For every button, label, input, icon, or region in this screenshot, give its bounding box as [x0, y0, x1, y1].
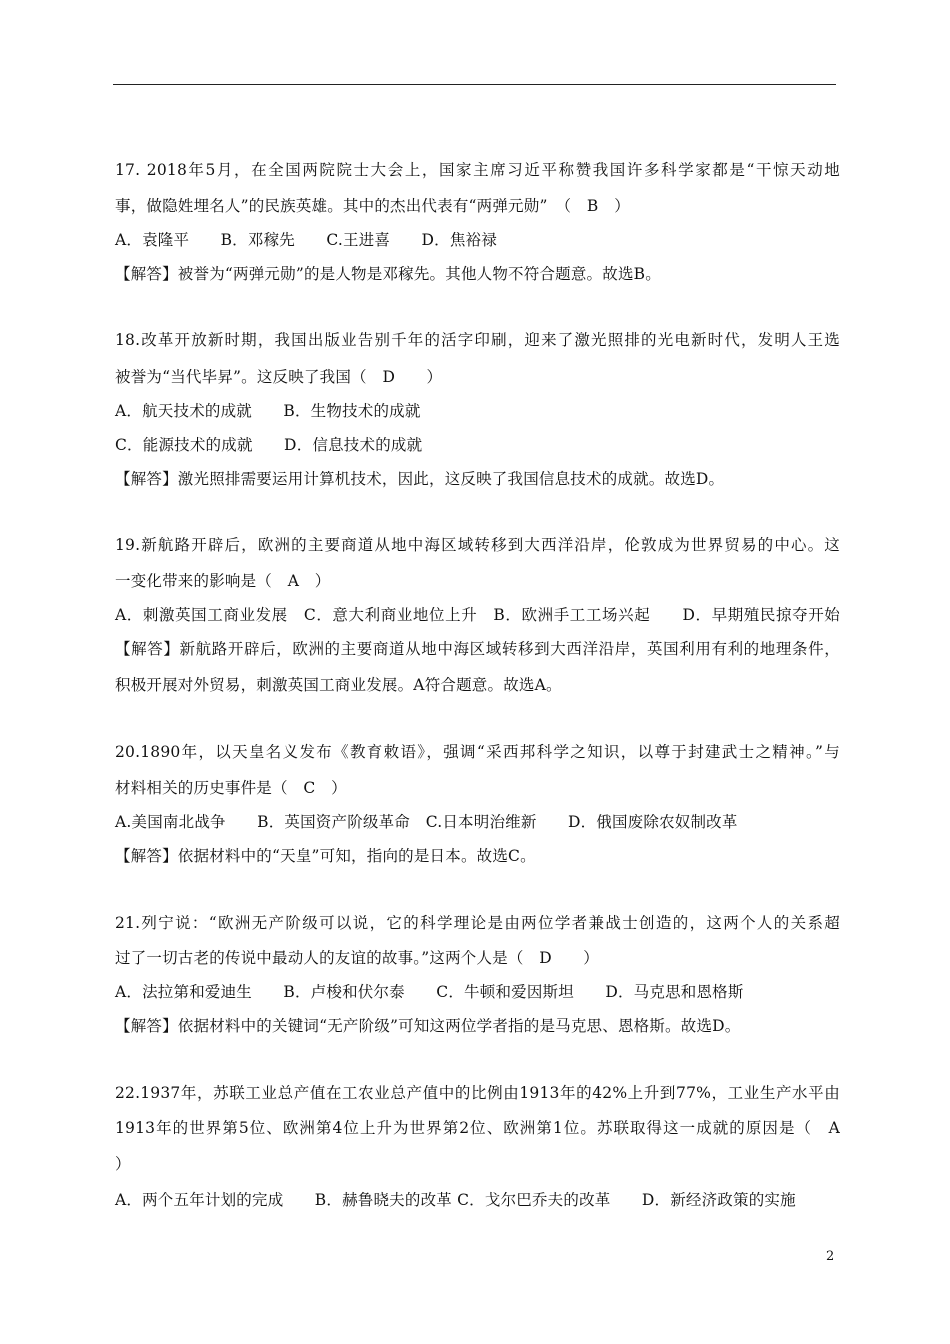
question-19-stem-line-1: 19.新航路开辟后，欧洲的主要商道从地中海区域转移到大西洋沿岸，伦敦成为世界贸易的中心。这 — [115, 536, 840, 554]
question-22-stem-line-2: 1913年的世界第5位、欧洲第4位上升为世界第2位、欧洲第1位。苏联取得这一成就的原因是（ A — [115, 1119, 840, 1137]
question-20-options: A.美国南北战争 B．英国资产阶级革命 C.日本明治维新 D．俄国废除农奴制改革 — [115, 813, 738, 831]
question-21-stem-line-1: 21.列宁说：“欧洲无产阶级可以说，它的科学理论是由两位学者兼战士创造的，这两个人的关系超 — [115, 914, 840, 932]
question-17-answer: 【解答】被誉为“两弹元勋”的是人物是邓稼先。其他人物不符合题意。故选B。 — [115, 265, 661, 283]
question-21-options: A．法拉第和爱迪生 B．卢梭和伏尔泰 C．牛顿和爱因斯坦 D．马克思和恩格斯 — [115, 983, 744, 1001]
question-17-options: A．袁隆平 B．邓稼先 C.王进喜 D．焦裕禄 — [115, 231, 497, 249]
question-18-stem-line-1: 18.改革开放新时期，我国出版业告别千年的活字印刷，迎来了激光照排的光电新时代，发明人王选 — [115, 331, 840, 349]
question-18-options-line-1: A．航天技术的成就 B．生物技术的成就 — [115, 402, 421, 420]
question-21-stem-line-2: 过了一切古老的传说中最动人的友谊的故事。”这两个人是（ D ） — [115, 949, 600, 967]
question-22-stem-line-1: 22.1937年，苏联工业总产值在工农业总产值中的比例由1913年的42%上升到77%，工业生产水平由 — [115, 1084, 840, 1102]
question-18-answer: 【解答】激光照排需要运用计算机技术，因此，这反映了我国信息技术的成就。故选D。 — [115, 470, 725, 488]
question-17-stem-line-2: 事，做隐姓埋名人”的民族英雄。其中的杰出代表有“两弹元勋” （ B ） — [115, 197, 630, 215]
question-19-answer-line-2: 积极开展对外贸易，刺激英国工商业发展。A符合题意。故选A。 — [115, 676, 562, 694]
page-number: 2 — [826, 1249, 835, 1264]
question-18-stem-line-2: 被誉为“当代毕昇”。这反映了我国（ D ） — [115, 368, 443, 386]
question-17-stem-line-1: 17. 2018年5月，在全国两院院士大会上，国家主席习近平称赞我国许多科学家都是“干惊天动地 — [115, 161, 840, 179]
question-20-stem-line-2: 材料相关的历史事件是（ C ） — [115, 779, 347, 797]
question-19-options: A．刺激英国工商业发展 C．意大利商业地位上升 B．欧洲手工工场兴起 D．早期殖民掠夺开始 — [115, 606, 840, 624]
header-rule — [113, 84, 836, 85]
question-20-answer: 【解答】依据材料中的“天皇”可知，指向的是日本。故选C。 — [115, 847, 536, 865]
question-22-options: A．两个五年计划的完成 B．赫鲁晓夫的改革 C．戈尔巴乔夫的改革 D．新经济政策的实施 — [115, 1191, 796, 1209]
question-22-stem-line-3: ） — [115, 1155, 131, 1173]
question-18-options-line-2: C．能源技术的成就 D．信息技术的成就 — [115, 436, 423, 454]
question-21-answer: 【解答】依据材料中的关键词“无产阶级”可知这两位学者指的是马克思、恩格斯。故选D。 — [115, 1017, 741, 1035]
question-19-stem-line-2: 一变化带来的影响是（ A ） — [115, 572, 331, 590]
question-20-stem-line-1: 20.1890年，以天皇名义发布《教育敕语》，强调“采西邦科学之知识，以尊于封建武士之精神。”与 — [115, 743, 840, 761]
question-19-answer-line-1: 【解答】新航路开辟后，欧洲的主要商道从地中海区域转移到大西洋沿岸，英国利用有利的地理条件， — [115, 640, 840, 658]
